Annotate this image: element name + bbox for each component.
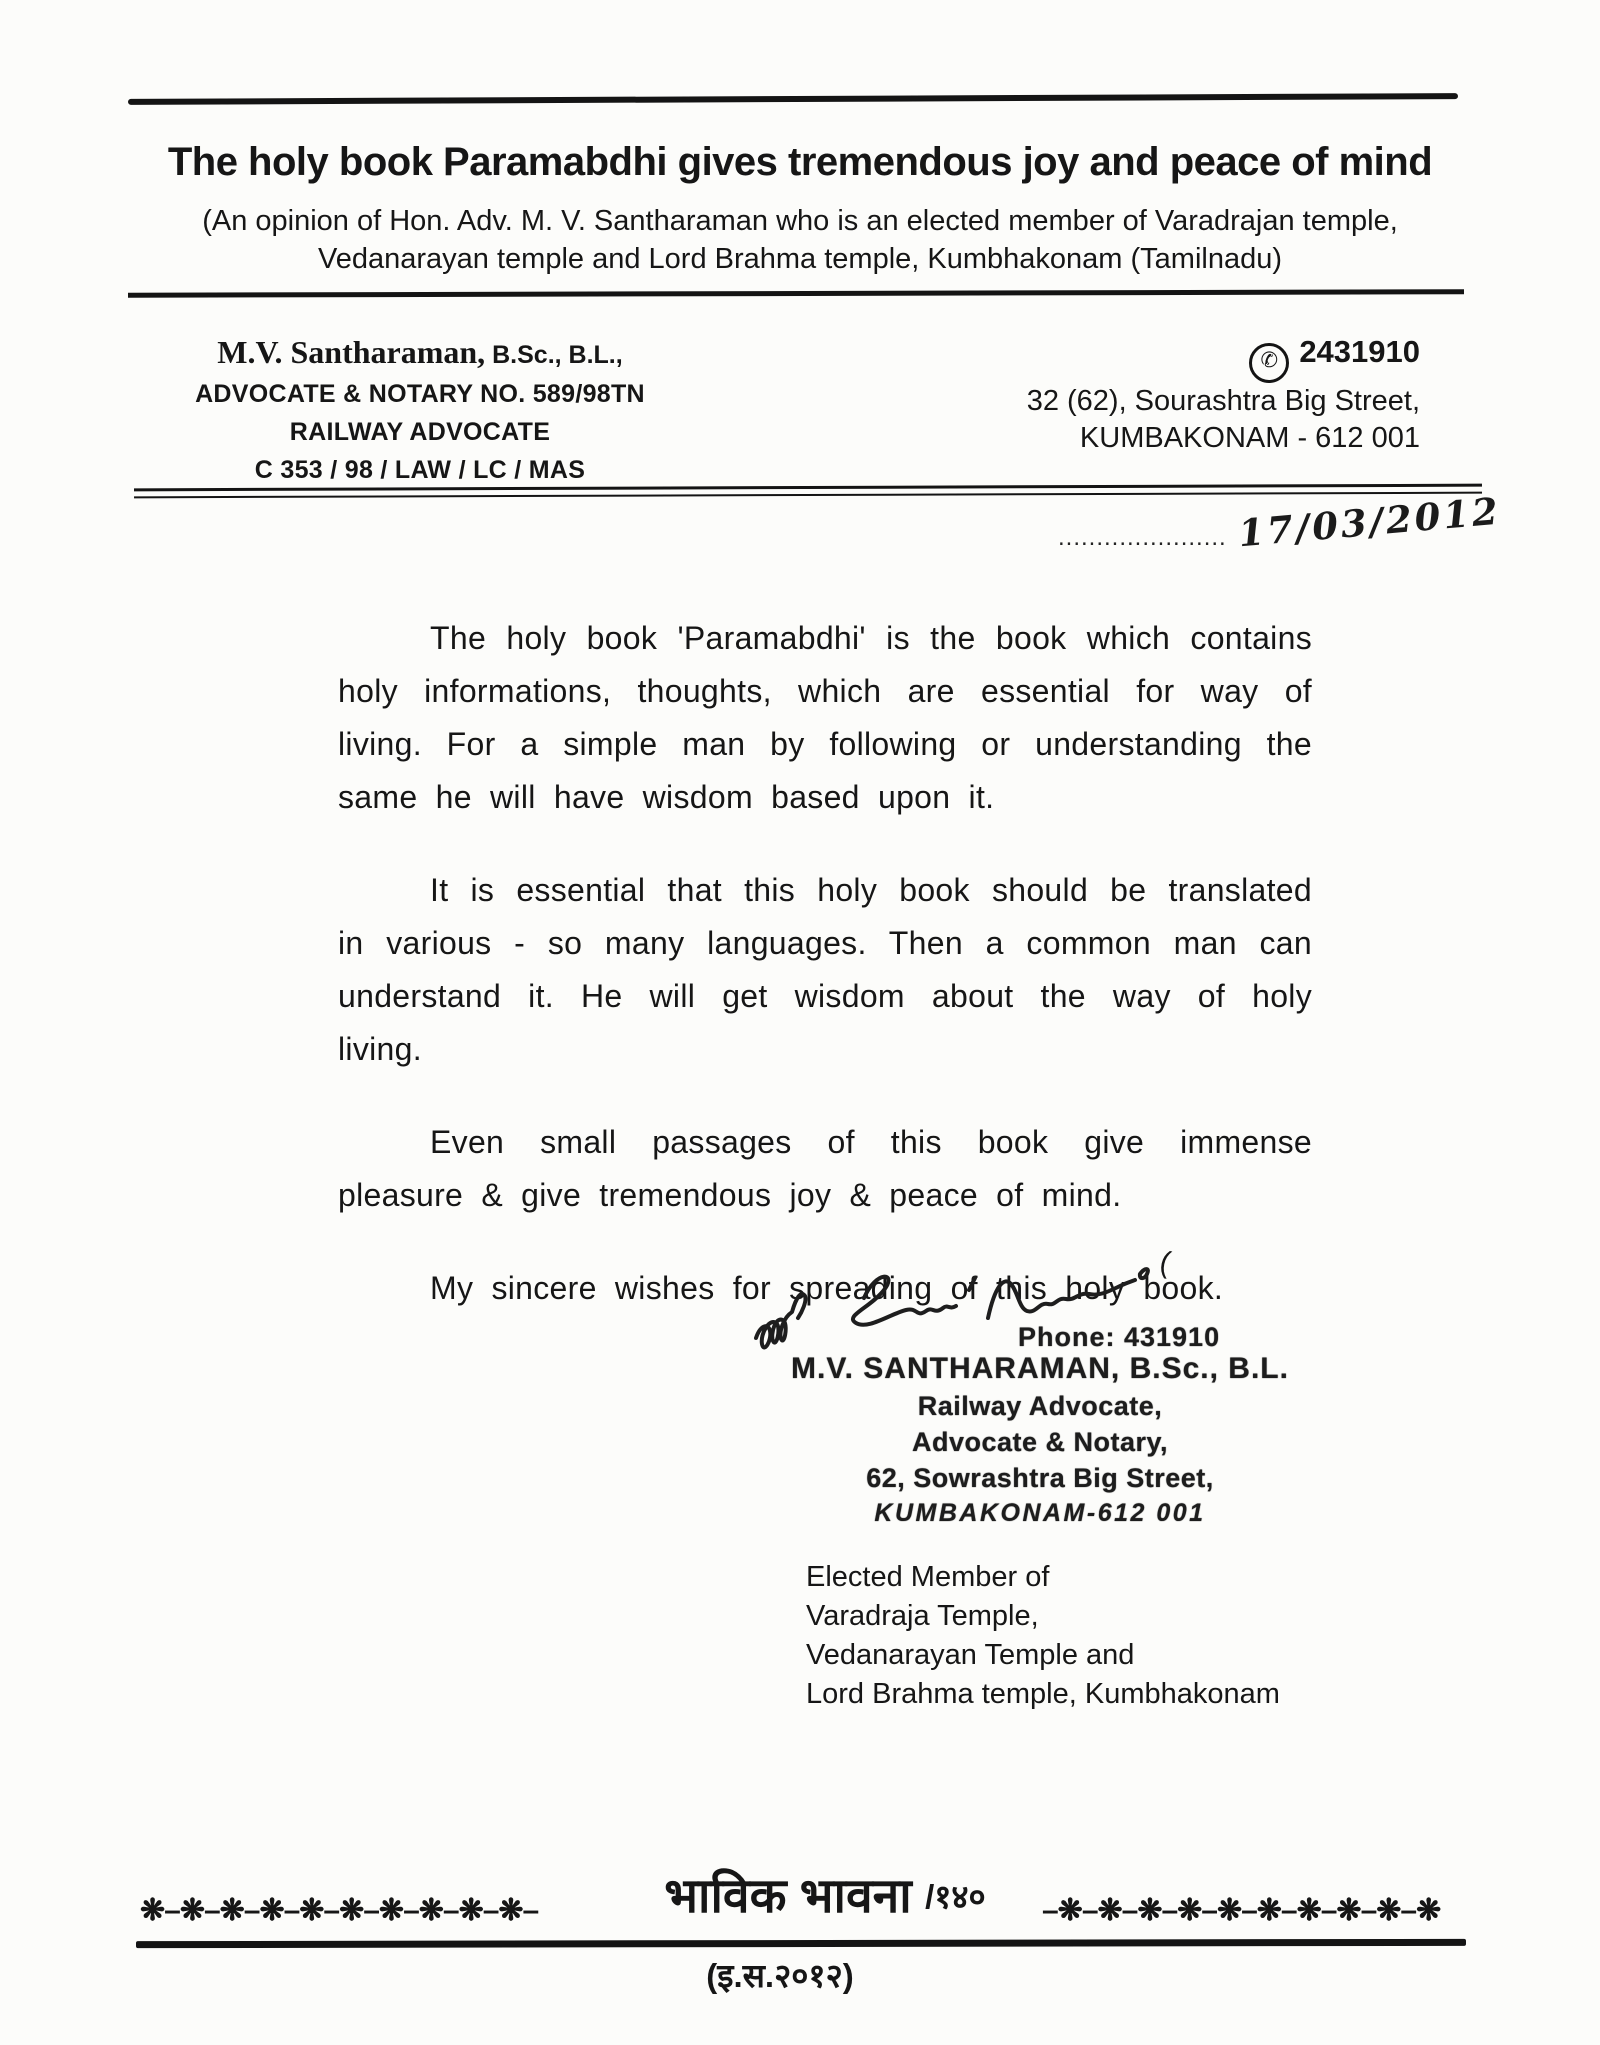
letterhead-left	[150, 334, 690, 485]
body-paragraph-2: It is essential that this holy book should be translated in various - so many languages. Then a common man can understand it. He will get wisdom about the way of holy living.	[338, 872, 1312, 1067]
letterhead-role-line: ADVOCATE & NOTARY NO. 589/98TN	[195, 380, 645, 408]
body-paragraph-1: The holy book 'Paramabdhi' is the book which contains holy informations, thoughts, which are essential for way of living. For a simple man by following or understanding the same he will have wisdom based upon it.	[338, 620, 1312, 815]
signature-stamp	[760, 1352, 1320, 1528]
elected-member-block	[806, 1558, 1280, 1714]
stamp-name: M.V. SANTHARAMAN, B.Sc., B.L.	[791, 1352, 1289, 1385]
top-rule	[128, 93, 1458, 105]
letterhead-qualifications: B.Sc., B.L.,	[485, 341, 623, 369]
letter-body	[338, 612, 1312, 1355]
letterhead-role-line-2: RAILWAY ADVOCATE	[289, 418, 551, 446]
letterhead-name: M.V. Santharaman,	[217, 334, 486, 370]
page-subtitle: (An opinion of Hon. Adv. M. V. Santharaman who is an elected member of Varadrajan temple, Vedanarayan temple and Lord Brahma temple, Kumbhakonam (Tamilnadu)	[202, 205, 1398, 275]
letterhead-registration-line: C 353 / 98 / LAW / LC / MAS	[254, 456, 586, 484]
stamp-city: KUMBAKONAM-612 001	[874, 1499, 1206, 1527]
stamp-phone: Phone: 431910	[1018, 1322, 1221, 1352]
stray-pen-mark: (	[1156, 1245, 1174, 1280]
subtitle-rule	[128, 289, 1464, 297]
footer-rule	[136, 1939, 1466, 1948]
letterhead-address-street: 32 (62), Sourashtra Big Street,	[1026, 385, 1420, 417]
letterhead-phone-row	[880, 334, 1420, 383]
member-line-3: Vedanarayan Temple and	[806, 1639, 1135, 1671]
footer-ornament-right: –❋–❋–❋–❋–❋–❋–❋–❋–❋–❋	[1042, 1894, 1441, 1927]
member-line-4: Lord Brahma temple, Kumbhakonam	[806, 1678, 1280, 1710]
handwritten-date: 17/03/2012	[1236, 488, 1503, 556]
letterhead-phone-number: 2431910	[1299, 334, 1420, 369]
page-title: The holy book Paramabdhi gives tremendous joy and peace of mind	[167, 140, 1433, 184]
telephone-icon: ✆	[1249, 343, 1289, 383]
stamp-street: 62, Sowrashtra Big Street,	[866, 1463, 1214, 1493]
stamp-role-1: Railway Advocate,	[917, 1391, 1163, 1421]
date-dotted-leader: ......................	[1058, 524, 1227, 551]
letterhead-name-line	[150, 334, 690, 371]
footer-publication-title	[600, 1862, 1050, 1927]
letterhead-address-city: KUMBAKONAM - 612 001	[1079, 422, 1420, 454]
footer-title-devanagari: भाविक भावना	[664, 1870, 926, 1923]
body-paragraph-3: Even small passages of this book give immense pleasure & give tremendous joy & peace of mind.	[338, 1124, 1312, 1213]
footer-issue-number: /१४०	[925, 1878, 986, 1915]
member-line-2: Varadraja Temple,	[806, 1600, 1039, 1632]
body-paragraph-4: My sincere wishes for spreading of this holy book.	[430, 1270, 1224, 1306]
footer-year: (इ.स.२०१२)	[706, 1957, 854, 1994]
footer-ornament-left: ❋–❋–❋–❋–❋–❋–❋–❋–❋–❋–	[140, 1894, 539, 1927]
member-line-1: Elected Member of	[806, 1561, 1050, 1593]
stamp-role-2: Advocate & Notary,	[911, 1427, 1169, 1457]
letterhead-double-rule	[134, 484, 1482, 499]
letterhead-right	[880, 334, 1420, 457]
